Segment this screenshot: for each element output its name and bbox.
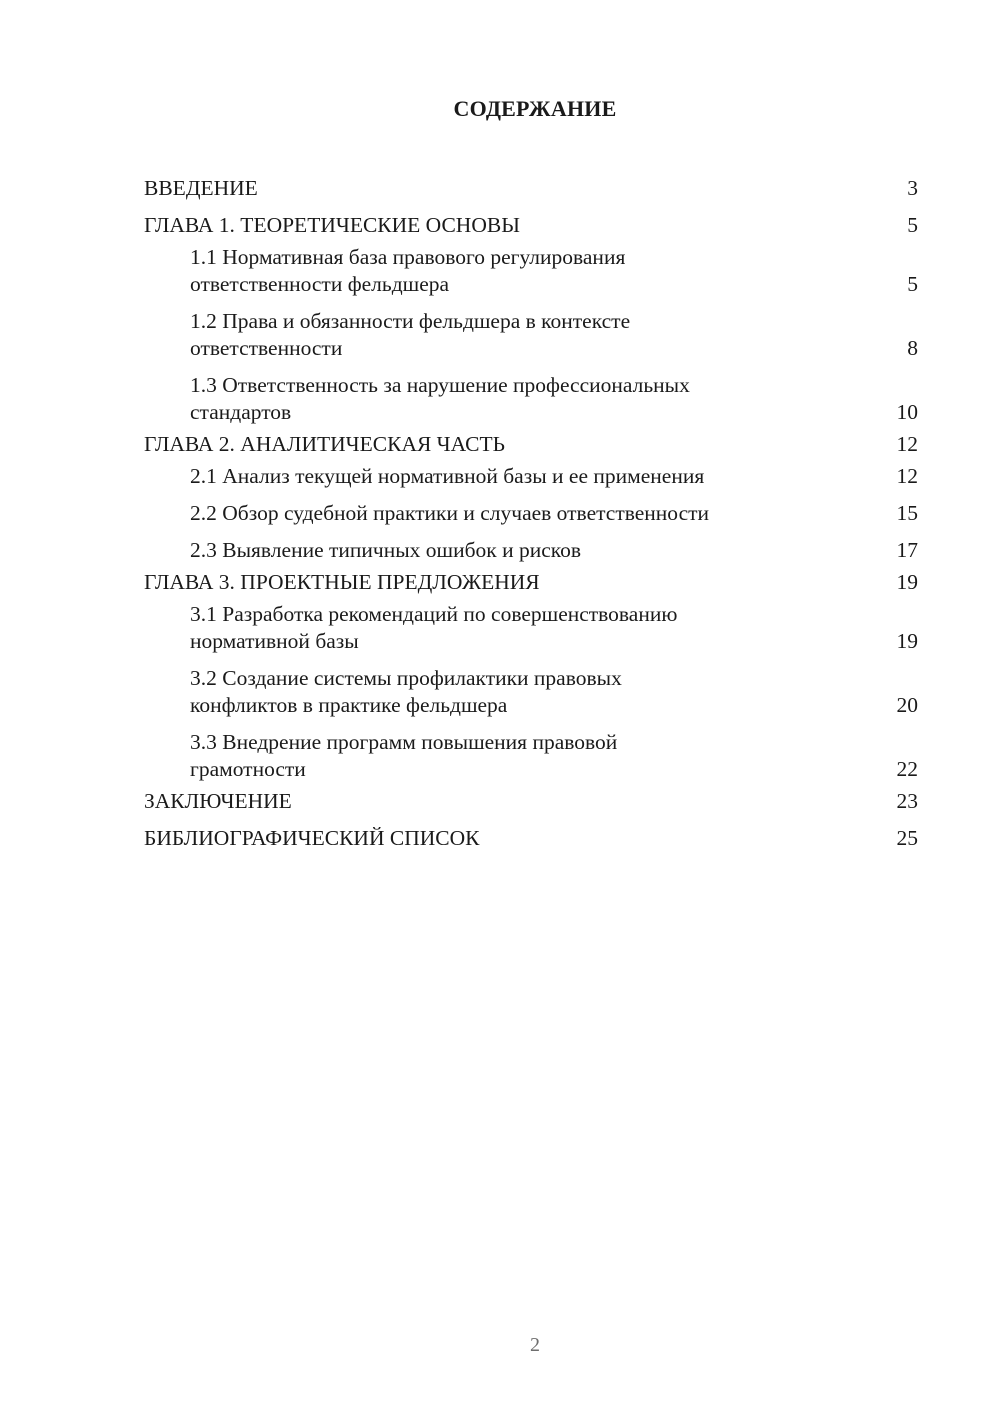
toc-entry-label: 3.1 Разработка рекомендаций по совершенствованию нормативной базы	[190, 602, 678, 653]
toc-entry-page: 19	[896, 570, 918, 594]
toc-entry-conclusion[interactable]	[144, 783, 918, 820]
toc-entry-label: 2.1 Анализ текущей нормативной базы и ее применения	[190, 464, 705, 488]
toc-entry-section-2-3[interactable]	[144, 537, 918, 564]
toc-entry-label: ГЛАВА 1. ТЕОРЕТИЧЕСКИЕ ОСНОВЫ	[144, 213, 520, 237]
toc-entry-page: 5	[907, 272, 918, 296]
toc-entry-section-1-3[interactable]	[144, 372, 918, 426]
toc-entry-page: 12	[896, 432, 918, 456]
toc-entry-page: 22	[896, 757, 918, 781]
toc-entry-chapter-2[interactable]	[144, 426, 918, 463]
toc-entry-page: 12	[896, 464, 918, 488]
toc-entry-section-3-2[interactable]	[144, 665, 918, 719]
toc-entry-page: 5	[907, 213, 918, 237]
toc-entry-section-2-2[interactable]	[144, 500, 918, 527]
toc-entry-page: 20	[896, 693, 918, 717]
toc-entry-page: 25	[896, 826, 918, 850]
toc-entry-page: 23	[896, 789, 918, 813]
toc-entry-section-1-2[interactable]	[144, 308, 918, 362]
toc-entry-chapter-1[interactable]	[144, 207, 918, 244]
toc-entry-section-1-1[interactable]	[144, 244, 918, 298]
toc-entry-section-2-1[interactable]	[144, 463, 918, 490]
toc-entry-label: 1.3 Ответственность за нарушение профессиональных стандартов	[190, 373, 690, 424]
table-of-contents	[144, 170, 918, 857]
toc-entry-label: 1.2 Права и обязанности фельдшера в контексте ответственности	[190, 309, 631, 360]
toc-entry-page: 15	[896, 501, 918, 525]
toc-entry-page: 3	[907, 176, 918, 200]
toc-entry-label: ЗАКЛЮЧЕНИЕ	[144, 789, 292, 813]
toc-entry-label: БИБЛИОГРАФИЧЕСКИЙ СПИСОК	[144, 826, 480, 850]
toc-entry-label: ВВЕДЕНИЕ	[144, 176, 258, 200]
toc-entry-label: 2.2 Обзор судебной практики и случаев ответственности	[190, 501, 710, 525]
toc-entry-section-3-3[interactable]	[144, 729, 918, 783]
toc-entry-page: 17	[896, 538, 918, 562]
toc-entry-page: 19	[896, 629, 918, 653]
page-title: СОДЕРЖАНИЕ	[453, 96, 617, 121]
toc-entry-label: 3.3 Внедрение программ повышения правовой грамотности	[190, 730, 618, 781]
toc-entry-section-3-1[interactable]	[144, 601, 918, 655]
toc-entry-label: ГЛАВА 3. ПРОЕКТНЫЕ ПРЕДЛОЖЕНИЯ	[144, 570, 540, 594]
toc-entry-label: 1.1 Нормативная база правового регулирования ответственности фельдшера	[190, 245, 626, 296]
toc-entry-chapter-3[interactable]	[144, 564, 918, 601]
toc-entry-page: 10	[896, 400, 918, 424]
toc-entry-label: 3.2 Создание системы профилактики правовых конфликтов в практике фельдшера	[190, 666, 622, 717]
toc-entry-page: 8	[907, 336, 918, 360]
toc-entry-introduction[interactable]	[144, 170, 918, 207]
toc-entry-bibliography[interactable]	[144, 820, 918, 857]
footer-page-number: 2	[530, 1334, 540, 1356]
toc-entry-label: ГЛАВА 2. АНАЛИТИЧЕСКАЯ ЧАСТЬ	[144, 432, 505, 456]
toc-entry-label: 2.3 Выявление типичных ошибок и рисков	[190, 538, 582, 562]
